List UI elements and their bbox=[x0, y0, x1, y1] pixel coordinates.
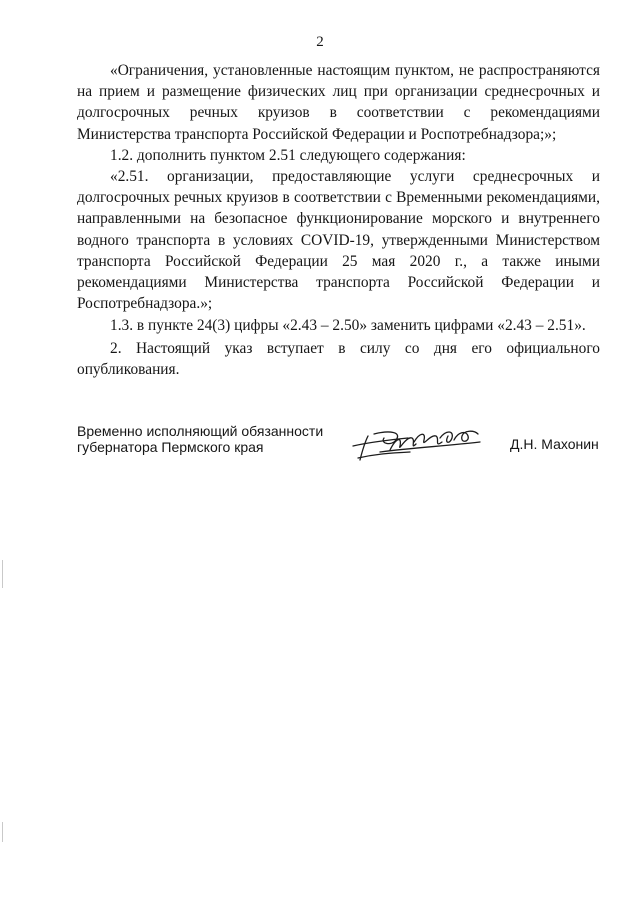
paragraph-restrictions-quote: «Ограничения, установленные настоящим пунктом, не распространяются на прием и размещение физических лиц при организации среднесрочных и долгосрочных речных круизов в соответствии с рекомендациями Министерства транспорта Российской Федерации и Роспотребнадзора;»; bbox=[77, 62, 600, 143]
signatory-title-line-1: Временно исполняющий обязанности bbox=[77, 423, 324, 439]
signatory-name: Д.Н. Махонин bbox=[510, 436, 599, 452]
paragraph-effective-date: 2. Настоящий указ вступает в силу со дня его официального опубликования. bbox=[77, 339, 600, 378]
handwritten-signature bbox=[350, 422, 485, 464]
paragraph-item-1-3: 1.3. в пункте 24(3) цифры «2.43 – 2.50» заменить цифрами «2.43 – 2.51». bbox=[110, 317, 586, 335]
signatory-title-line-2: губернатора Пермского края bbox=[77, 438, 264, 455]
scan-edge-mark bbox=[2, 560, 3, 588]
document-body bbox=[77, 60, 600, 380]
paragraph-item-2-51: «2.51. организации, предоставляющие услуги среднесрочных и долгосрочных речных круизов в соответствии с Временными рекомендациями, направленными на безопасное функционирование морского и внутреннего водного транспорта в условиях COVID-19, утвержденными Министерством транспорта Российской Федерации 25 мая 2020 г., а также иными рекомендациями Министерства транспорта Российской Федерации и Роспотребнадзора.»; bbox=[77, 168, 600, 313]
signatory-title bbox=[77, 424, 347, 455]
page-number: 2 bbox=[316, 34, 324, 50]
paragraph-item-1-2: 1.2. дополнить пунктом 2.51 следующего содержания: bbox=[110, 146, 466, 164]
scan-edge-mark bbox=[2, 822, 3, 842]
